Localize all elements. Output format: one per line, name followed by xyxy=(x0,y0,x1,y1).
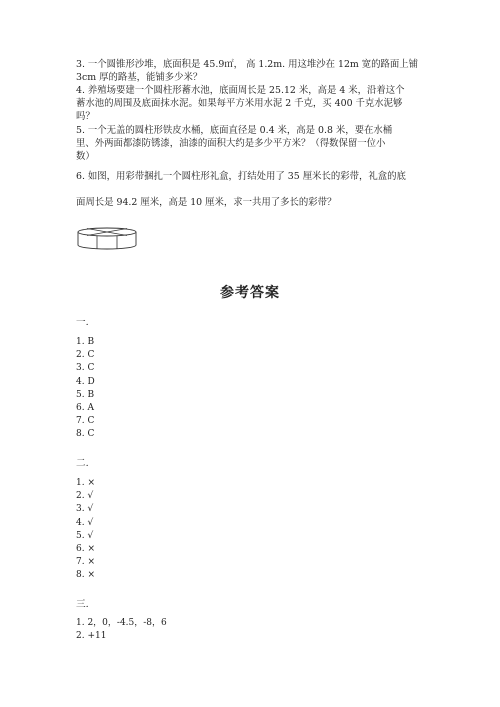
list-item: 6. × xyxy=(76,544,95,555)
question-5-line-1: 5. 一个无盖的圆柱形铁皮水桶，底面直径是 0.4 米，高是 0.8 米，要在水桶 xyxy=(76,125,393,136)
list-item: 8. × xyxy=(76,570,95,581)
answers-title: 参考答案 xyxy=(220,285,280,301)
cylinder-gift-box-figure xyxy=(76,226,138,252)
question-6-line-2: 面周长是 94.2 厘米，高是 10 厘米，求一共用了多长的彩带？ xyxy=(76,197,337,208)
section-2-answer-list xyxy=(76,477,95,583)
question-3-line-1: 3. 一个圆锥形沙堆，底面积是 45.9㎡， 高 1.2m. 用这堆沙在 12m 宽的路面上铺 xyxy=(76,59,419,70)
list-item: 8. C xyxy=(76,429,95,440)
section-1-answer-list xyxy=(76,336,95,442)
list-item: 1. × xyxy=(76,478,95,488)
question-3-line-2: 3cm 厚的路基，能铺多少米？ xyxy=(76,72,203,83)
question-5-line-3: 数） xyxy=(76,151,95,162)
question-5-line-2: 里、外两面都漆防锈漆，油漆的面积大约是多少平方米？（得数保留一位小 xyxy=(76,138,386,149)
list-item: 4. √ xyxy=(76,517,94,528)
question-4-line-2: 蓄水池的周围及底面抹水泥。如果每平方米用水泥 2 千克，买 400 千克水泥够 xyxy=(76,98,403,109)
list-item: 3. √ xyxy=(76,504,94,515)
section-3-heading: 三. xyxy=(76,599,89,610)
list-item: 1. B xyxy=(76,337,95,347)
list-item: 7. × xyxy=(76,557,95,568)
question-3 xyxy=(76,58,426,84)
section-3-answer-list xyxy=(76,617,167,643)
question-5 xyxy=(76,124,426,163)
list-item: 6. A xyxy=(76,403,94,414)
question-6-line-1: 6. 如图，用彩带捆扎一个圆柱形礼盒，打结处用了 35 厘米长的彩带，礼盒的底 xyxy=(76,171,406,182)
list-item: 2. C xyxy=(76,350,95,361)
section-1-heading: 一. xyxy=(76,317,89,328)
list-item: 7. C xyxy=(76,416,95,427)
question-6 xyxy=(76,164,426,216)
list-item: 2. +11 xyxy=(76,631,107,642)
list-item: 5. B xyxy=(76,389,95,400)
question-4 xyxy=(76,84,426,123)
section-2-heading: 二. xyxy=(76,458,89,469)
question-4-line-1: 4. 养殖场要建一个圆柱形蓄水池，底面周长是 25.12 米，高是 4 米，沿着这个 xyxy=(76,85,405,96)
list-item: 4. D xyxy=(76,376,95,387)
question-4-line-3: 吗？ xyxy=(76,111,95,122)
list-item: 1. 2，0，-4.5，-8，6 xyxy=(76,618,167,628)
list-item: 5. √ xyxy=(76,530,94,541)
list-item: 2. √ xyxy=(76,491,94,502)
list-item: 3. C xyxy=(76,363,95,374)
